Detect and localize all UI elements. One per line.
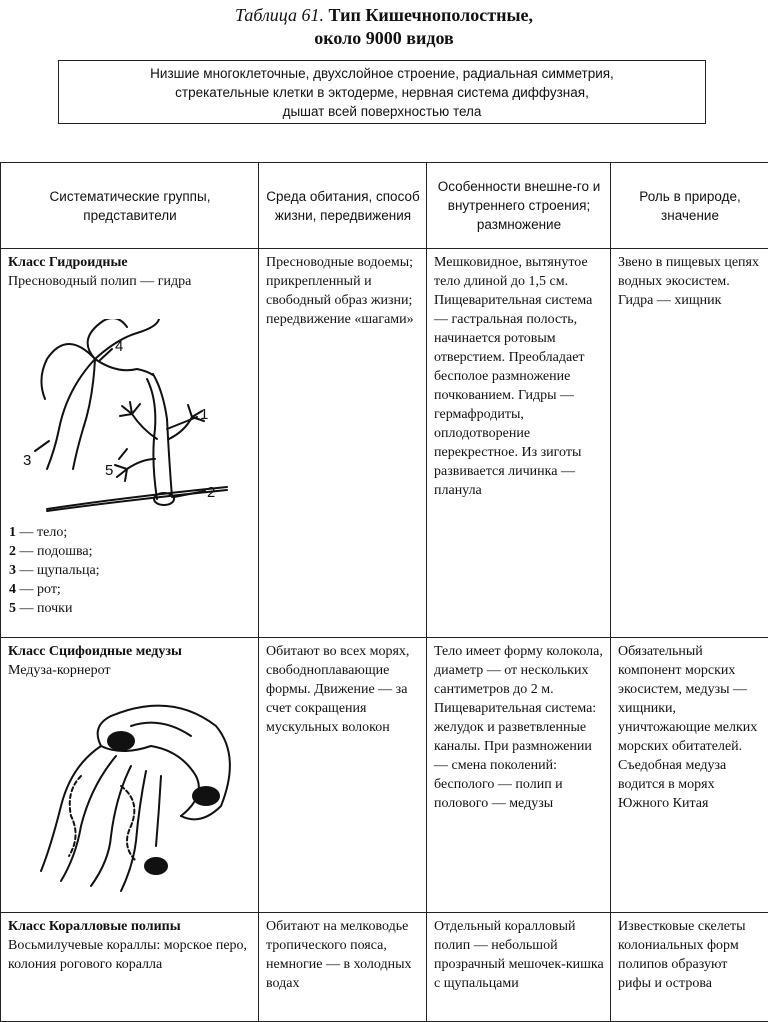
legend-item: 1 — тело; <box>9 525 68 540</box>
substrate-line <box>47 487 227 509</box>
table-row <box>1 913 768 1022</box>
hydra-habitat: Пресноводные водоемы; прикрепленный и свободный образ жизни; передвижение «шагами» <box>259 249 427 638</box>
class-name: Класс Сцифоидные медузы <box>8 644 182 659</box>
classification-table <box>0 162 768 1022</box>
dark-spot <box>144 857 168 875</box>
legend-item: 2 — подошва; <box>9 544 93 559</box>
table-ref: Таблица 61. <box>234 5 325 25</box>
class-name: Класс Коралловые полипы <box>8 919 181 934</box>
legend-item: 3 — щупальца; <box>9 563 100 578</box>
hydra-bud <box>127 459 155 469</box>
scypho-structure: Тело имеет форму колокола, диаметр — от нескольких сантиметров до 2 м. Пищеварительная система: желудок и разветвленные каналы. При размножении — смена поколений: бесполого — полип и полового — медузы <box>427 638 611 913</box>
summary-box <box>58 60 706 124</box>
class-name: Класс Гидроидные <box>8 255 128 270</box>
header-structure: Особенности внешне-го и внутреннего строения; размножение <box>427 163 611 249</box>
coral-group-cell <box>1 913 259 1022</box>
title-line-2: около 9000 видов <box>314 28 454 48</box>
label-2: 2 <box>207 484 216 501</box>
hydra-group-cell <box>1 249 259 638</box>
scypho-habitat: Обитают во всех морях, свободноплавающие формы. Движение — за счет сокращения мускульных волокон <box>259 638 427 913</box>
hydra-illustration <box>7 319 237 519</box>
legend-item: 4 — рот; <box>9 582 61 597</box>
coral-structure: Отдельный коралловый полип — небольшой прозрачный мешочек-кишка с щупальцами <box>427 913 611 1022</box>
coral-habitat: Обитают на мелководье тропического пояса, немногие — в холодных водах <box>259 913 427 1022</box>
header-row <box>1 163 768 249</box>
scypho-role: Обязательный компонент морских экосистем, медузы — хищники, уничтожающие мелких морских обитателей. Съедобная медуза водится в морях Южного Китая <box>611 638 768 913</box>
representative: Медуза-корнерот <box>8 663 111 678</box>
header-habitat: Среда обитания, способ жизни, передвижения <box>259 163 427 249</box>
table-title <box>0 4 768 50</box>
legend-item: 5 — почки <box>9 601 73 616</box>
summary-line-3: дышат всей поверхностью тела <box>282 104 482 119</box>
header-role: Роль в природе, значение <box>611 163 768 249</box>
hydra-bud <box>132 414 157 439</box>
hydra-legend <box>9 523 100 618</box>
jellyfish-illustration <box>21 696 236 896</box>
scypho-group-cell <box>1 638 259 913</box>
label-5: 5 <box>105 462 114 479</box>
hydra-structure: Мешковидное, вытянутое тело длиной до 1,5 см. Пищеварительная система — гастральная полость, начинается ротовым отверстием. Преобладает бесполое размножение почкованием. Гидры — гермафродиты, оплодотворение перекрестное. Из зиготы развивается личинка — планула <box>427 249 611 638</box>
dark-spot <box>192 786 220 806</box>
tentacle <box>41 344 95 399</box>
representative: Восьмилучевые кораллы: морское перо, колония рогового коралла <box>8 938 248 972</box>
coral-role: Известковые скелеты колониальных форм полипов образуют рифы и острова <box>611 913 768 1022</box>
hydra-role: Звено в пищевых цепях водных экосистем. Гидра — хищник <box>611 249 768 638</box>
representative: Пресноводный полип — гидра <box>8 274 192 289</box>
label-3: 3 <box>23 452 32 469</box>
summary-line-2: стрекательные клетки в эктодерме, нервная система диффузная, <box>175 85 589 100</box>
title-line-1: Тип Кишечнополостные, <box>328 5 533 25</box>
table-row <box>1 249 768 638</box>
table-row <box>1 638 768 913</box>
dark-spot <box>107 731 135 751</box>
label-4: 4 <box>115 338 124 355</box>
label-1: 1 <box>200 406 209 423</box>
header-groups: Систематические группы, представители <box>1 163 259 249</box>
summary-line-1: Низшие многоклеточные, двухслойное строение, радиальная симметрия, <box>150 66 614 81</box>
